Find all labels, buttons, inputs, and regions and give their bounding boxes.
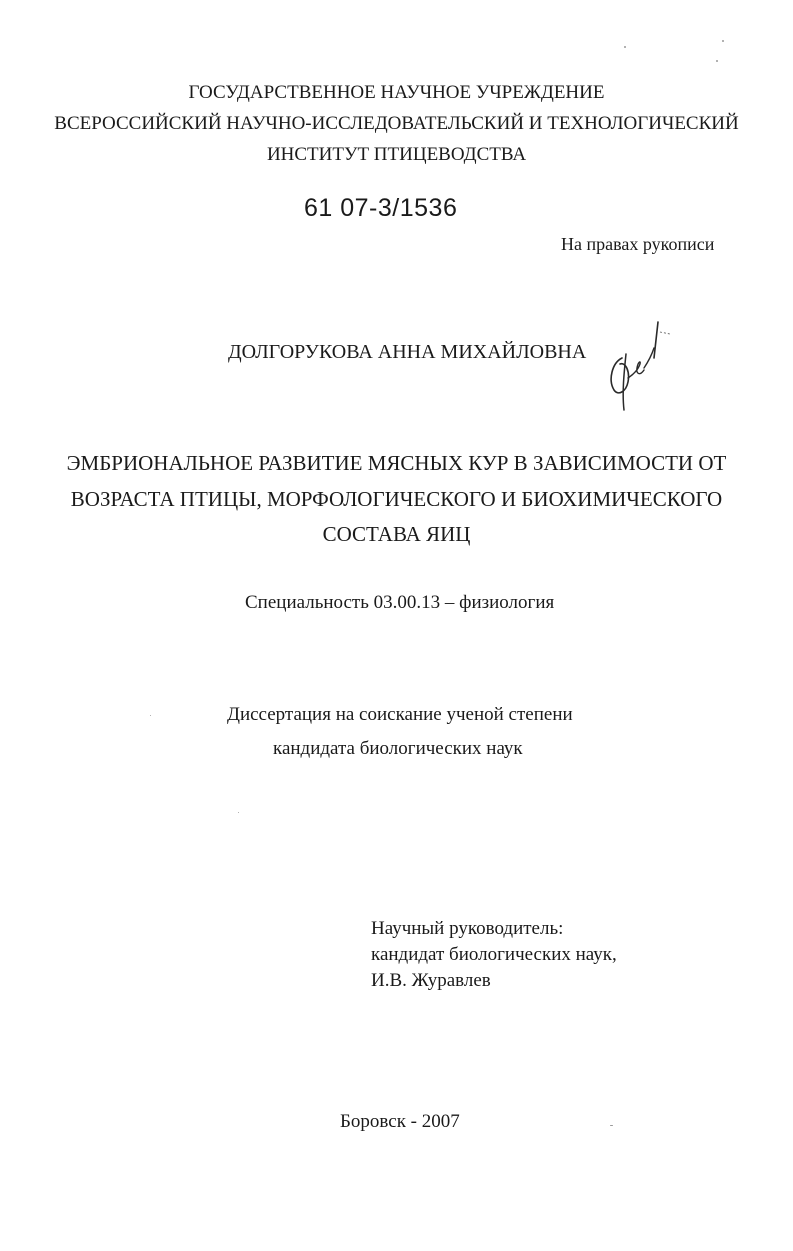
degree-line-1: Диссертация на соискание ученой степени bbox=[227, 704, 573, 725]
place-year: Боровск - 2007 bbox=[340, 1111, 460, 1132]
scan-speck bbox=[624, 46, 626, 48]
author-signature bbox=[600, 318, 680, 418]
scan-speck bbox=[716, 60, 718, 62]
catalog-number: 61 07-3/1536 bbox=[304, 194, 458, 222]
specialty: Специальность 03.00.13 – физиология bbox=[245, 592, 555, 613]
institution-line-1: ГОСУДАРСТВЕННОЕ НАУЧНОЕ УЧРЕЖДЕНИЕ bbox=[188, 82, 605, 103]
degree-line-2: кандидата биологических наук bbox=[273, 738, 523, 759]
supervisor-rank: кандидат биологических наук, bbox=[371, 944, 617, 965]
title-line-2: ВОЗРАСТА ПТИЦЫ, МОРФОЛОГИЧЕСКОГО И БИОХИМИЧЕСКОГО bbox=[70, 487, 723, 511]
scan-speck bbox=[150, 715, 151, 716]
author-name: ДОЛГОРУКОВА АННА МИХАЙЛОВНА bbox=[228, 341, 587, 363]
supervisor-label: Научный руководитель: bbox=[371, 918, 564, 939]
scan-speck bbox=[610, 1125, 613, 1126]
institution-line-3: ИНСТИТУТ ПТИЦЕВОДСТВА bbox=[266, 144, 527, 165]
scan-speck bbox=[238, 812, 239, 813]
institution-line-2: ВСЕРОССИЙСКИЙ НАУЧНО-ИССЛЕДОВАТЕЛЬСКИЙ И ТЕХНОЛОГИЧЕСКИЙ bbox=[54, 113, 739, 134]
title-line-1: ЭМБРИОНАЛЬНОЕ РАЗВИТИЕ МЯСНЫХ КУР В ЗАВИСИМОСТИ ОТ bbox=[66, 451, 727, 475]
title-line-3: СОСТАВА ЯИЦ bbox=[322, 522, 471, 546]
rights-note: На правах рукописи bbox=[561, 234, 715, 254]
supervisor-name: И.В. Журавлев bbox=[371, 970, 491, 991]
scan-speck bbox=[722, 40, 724, 42]
